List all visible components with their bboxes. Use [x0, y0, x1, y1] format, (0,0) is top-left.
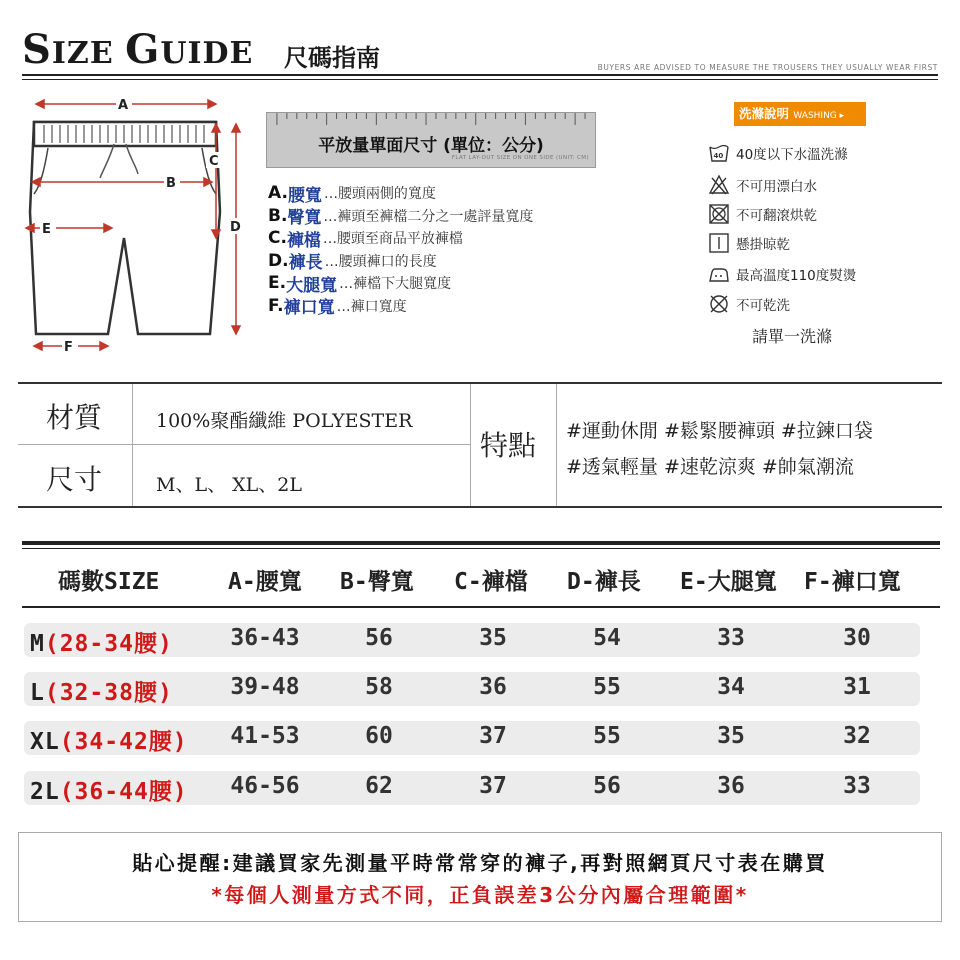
definition-row: A. 腰寬 …腰頭兩側的寬度	[268, 183, 436, 206]
no-tumble-dry-icon	[708, 203, 730, 225]
measurement-definitions	[268, 182, 668, 317]
features-label: 特點	[480, 429, 537, 462]
table-rule	[22, 606, 940, 608]
label-D: D	[230, 220, 241, 235]
column-header: D-褲長	[567, 569, 641, 595]
ruler-title: 平放量單面尺寸 (單位：公分)	[318, 136, 544, 156]
no-dry-clean-icon	[708, 293, 730, 315]
table-cell: 55	[593, 723, 621, 749]
wash-item: 40 40度以下水溫洗滌	[708, 142, 848, 164]
table-cell: 55	[593, 674, 621, 700]
table-row	[24, 672, 920, 706]
table-cell: 32	[843, 723, 871, 749]
divider	[132, 384, 133, 506]
table-cell: 58	[365, 674, 393, 700]
washing-tag: 洗滌說明 WASHING ▸	[734, 102, 866, 126]
label-C: C	[209, 154, 219, 169]
size-value: M、L、 XL、2L	[156, 474, 302, 496]
definition-row: E. 大腿寬 …褲檔下大腿寬度	[268, 273, 452, 296]
table-cell: 35	[479, 625, 507, 651]
divider	[470, 384, 471, 506]
table-cell: 56	[365, 625, 393, 651]
table-cell: 62	[365, 773, 393, 799]
table-cell: 54	[593, 625, 621, 651]
header-divider	[22, 74, 938, 76]
table-cell: 60	[365, 723, 393, 749]
wash-item: 懸掛晾乾	[708, 232, 790, 254]
material-label: 材質	[46, 401, 103, 434]
table-cell: 37	[479, 723, 507, 749]
wash-item: 最高溫度110度熨燙	[708, 263, 856, 285]
page-title: SIZE GUIDE	[22, 26, 254, 73]
column-header: B-臀寬	[340, 569, 414, 595]
features-line: #透氣輕量 #速乾涼爽 #帥氣潮流	[566, 456, 854, 478]
wash-item: 不可翻滾烘乾	[708, 203, 817, 225]
table-cell: 33	[843, 773, 871, 799]
divider	[556, 384, 557, 506]
header-divider-thin	[22, 79, 938, 80]
label-E: E	[42, 222, 51, 237]
size-cell: M(28-34腰)	[30, 631, 173, 657]
size-cell: 2L(36-44腰)	[30, 779, 188, 805]
table-cell: 33	[717, 625, 745, 651]
svg-text:40: 40	[713, 152, 724, 160]
table-cell: 46-56	[230, 773, 300, 799]
definition-row: C. 褲檔 …腰頭至商品平放褲檔	[268, 228, 463, 251]
table-cell: 30	[843, 625, 871, 651]
ruler-ticks	[267, 113, 595, 129]
size-cell: XL(34-42腰)	[30, 729, 188, 755]
wash-item: 不可乾洗	[708, 293, 790, 315]
page-title-chinese: 尺碼指南	[284, 43, 380, 72]
tip-line: 貼心提醒:建議買家先測量平時常常穿的褲子,再對照網頁尺寸表在購買	[132, 851, 828, 875]
tip-warning: *每個人測量方式不同，正負誤差3公分內屬合理範圍*	[211, 883, 749, 907]
table-cell: 35	[717, 723, 745, 749]
header-note: BUYERS ARE ADVISED TO MEASURE THE TROUSERS THEY USUALLY WEAR FIRST	[597, 63, 938, 72]
features-line: #運動休閒 #鬆緊腰褲頭 #拉鍊口袋	[566, 420, 873, 442]
header	[22, 20, 938, 80]
column-header: C-褲檔	[454, 569, 528, 595]
table-rule	[22, 548, 940, 549]
column-header: E-大腿寬	[680, 569, 777, 595]
table-cell: 37	[479, 773, 507, 799]
wash-40-icon	[708, 142, 730, 164]
definition-row: B. 臀寬 …褲頭至褲檔二分之一處評量寬度	[268, 205, 534, 229]
table-rule	[22, 541, 940, 545]
ruler-banner	[266, 112, 596, 168]
material-value: 100%聚酯纖維 POLYESTER	[156, 410, 413, 432]
definition-row: F. 褲口寬 …褲口寬度	[268, 295, 407, 319]
table-row	[24, 771, 920, 805]
table-cell: 56	[593, 773, 621, 799]
table-cell: 41-53	[230, 723, 300, 749]
table-cell: 36	[479, 674, 507, 700]
washing-instructions	[708, 102, 938, 352]
column-header: 碼數SIZE	[58, 569, 160, 595]
definition-row: D. 褲長 …腰頭褲口的長度	[268, 250, 437, 274]
table-cell: 34	[717, 674, 745, 700]
shorts-diagram	[20, 92, 252, 354]
table-cell: 31	[843, 674, 871, 700]
table-row	[24, 623, 920, 657]
size-cell: L(32-38腰)	[30, 680, 173, 706]
ruler-subtitle: FLAT LAY-OUT SIZE ON ONE SIDE (UNIT: CM)	[451, 155, 589, 161]
label-B: B	[166, 176, 176, 191]
label-F: F	[64, 340, 73, 354]
iron-110-icon	[708, 263, 730, 285]
no-bleach-icon	[708, 174, 730, 196]
line-dry-icon	[708, 232, 730, 254]
table-cell: 36-43	[230, 625, 300, 651]
label-A: A	[118, 98, 129, 113]
column-header: A-腰寬	[228, 569, 302, 595]
table-cell: 39-48	[230, 674, 300, 700]
tip-box	[18, 832, 942, 922]
wash-item: 不可用漂白水	[708, 174, 817, 196]
shorts-waistband	[34, 122, 216, 146]
divider	[18, 444, 470, 445]
table-cell: 36	[717, 773, 745, 799]
column-header: F-褲口寬	[804, 569, 901, 595]
wash-final-note: 請單一洗滌	[752, 327, 833, 346]
table-row	[24, 721, 920, 755]
product-info-box	[18, 382, 942, 508]
size-label: 尺寸	[46, 463, 103, 496]
